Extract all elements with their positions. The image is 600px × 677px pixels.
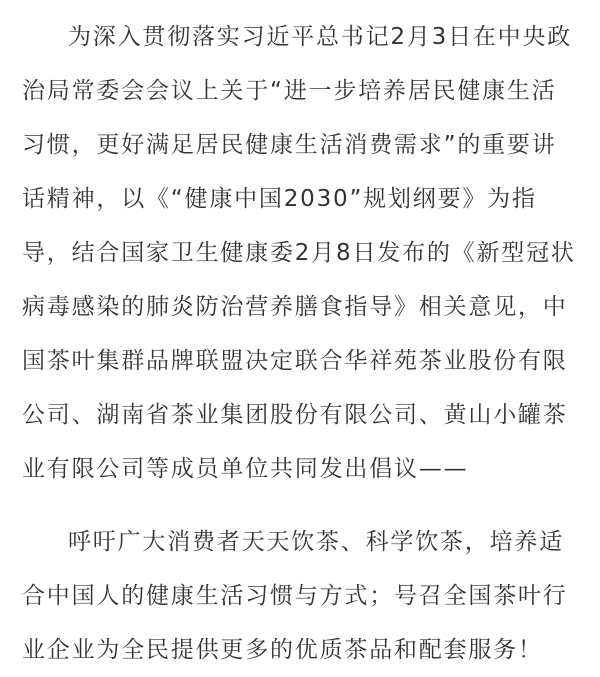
text-line: 病毒感染的肺炎防治营养膳食指导》相关意见，中 xyxy=(22,294,568,320)
text-line: 导，结合国家卫生健康委2月8日发布的《新型冠状 xyxy=(22,240,576,266)
text-line: 治局常委会会议上关于“进一步培养居民健康生活 xyxy=(22,78,557,104)
text-line: 习惯，更好满足居民健康生活消费需求”的重要讲 xyxy=(22,132,557,158)
text-line: 合中国人的健康生活习惯与方式；号召全国茶叶行 xyxy=(22,583,568,609)
text-line: 业有限公司等成员单位共同发出倡议—— xyxy=(22,456,469,482)
text-line: 国茶叶集群品牌联盟决定联合华祥苑茶业股份有限 xyxy=(22,348,568,374)
paragraph-spacer xyxy=(22,496,582,515)
article-body xyxy=(22,10,582,677)
text-line: 公司、湖南省茶业集团股份有限公司、黄山小罐茶 xyxy=(22,402,568,428)
text-line: 话精神，以《“健康中国2030”规划纲要》为指 xyxy=(22,186,537,212)
text-line: 呼吁广大消费者天天饮茶、科学饮茶，培养适 xyxy=(68,529,564,555)
paragraph-call-to-action xyxy=(22,515,582,677)
text-line: 业企业为全民提供更多的优质茶品和配套服务！ xyxy=(22,637,543,663)
paragraph-initiative-background xyxy=(22,10,582,496)
text-line: 为深入贯彻落实习近平总书记2月3日在中央政 xyxy=(68,24,573,50)
